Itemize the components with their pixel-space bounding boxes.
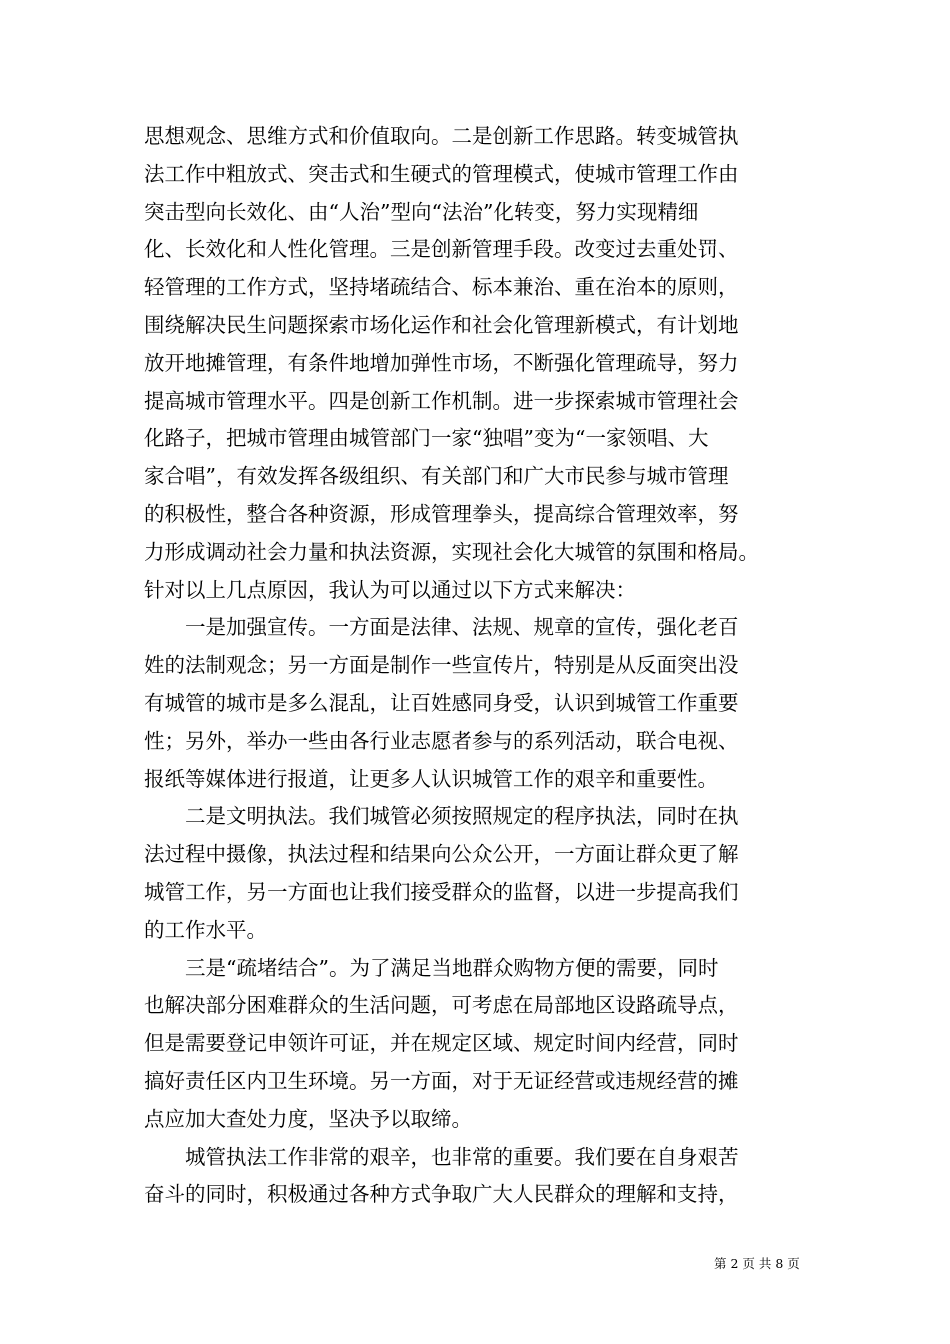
text-line: 化路子，把城市管理由城管部门一家“独唱”变为“一家领唱、大: [144, 426, 709, 451]
text-line: 思想观念、思维方式和价值取向。二是创新工作思路。转变城管执: [144, 124, 739, 148]
text-line: 针对以上几点原因，我认为可以通过以下方式来解决：: [144, 577, 636, 602]
text-line: 但是需要登记申领许可证，并在规定区域、规定时间内经营，同时: [144, 1031, 739, 1056]
text-line: 围绕解决民生问题探索市场化运作和社会化管理新模式，有计划地: [144, 312, 739, 337]
page-number-footer: 第 2 页 共 8 页: [714, 1256, 800, 1271]
text-line: 法过程中摄像，执法过程和结果向公众公开，一方面让群众更了解: [144, 842, 739, 867]
text-line: 奋斗的同时，积极通过各种方式争取广大人民群众的理解和支持，: [144, 1182, 739, 1207]
text-line: 的工作水平。: [144, 917, 267, 942]
text-line: 突击型向长效化、由“人治”型向“法治”化转变，努力实现精细: [144, 199, 699, 224]
paragraph-first-line: 一是加强宣传。一方面是法律、法规、规章的宣传，强化老百: [185, 615, 739, 640]
text-line: 姓的法制观念；另一方面是制作一些宣传片，特别是从反面突出没: [144, 653, 739, 678]
text-line: 搞好责任区内卫生环境。另一方面，对于无证经营或违规经营的摊: [144, 1068, 739, 1093]
text-line: 有城管的城市是多么混乱，让百姓感同身受，认识到城管工作重要: [144, 690, 739, 715]
text-line: 力形成调动社会力量和执法资源，实现社会化大城管的氛围和格局。: [144, 539, 759, 564]
paragraph-first-line: 二是文明执法。我们城管必须按照规定的程序执法，同时在执: [185, 804, 739, 829]
text-line: 性；另外，举办一些由各行业志愿者参与的系列活动，联合电视、: [144, 728, 739, 753]
paragraph-first-line: 城管执法工作非常的艰辛，也非常的重要。我们要在自身艰苦: [185, 1144, 739, 1169]
text-line: 点应加大查处力度，坚决予以取缔。: [144, 1106, 472, 1131]
text-line: 放开地摊管理，有条件地增加弹性市场，不断强化管理疏导，努力: [144, 350, 739, 375]
text-line: 的积极性，整合各种资源，形成管理拳头，提高综合管理效率，努: [144, 501, 739, 526]
text-line: 法工作中粗放式、突击式和生硬式的管理模式，使城市管理工作由: [144, 161, 739, 186]
text-line: 提高城市管理水平。四是创新工作机制。进一步探索城市管理社会: [144, 388, 739, 413]
text-line: 也解决部分困难群众的生活问题，可考虑在局部地区设路疏导点，: [144, 993, 739, 1018]
document-body: [144, 118, 806, 1214]
text-line: 化、长效化和人性化管理。三是创新管理手段。改变过去重处罚、: [144, 237, 739, 262]
text-line: 报纸等媒体进行报道，让更多人认识城管工作的艰辛和重要性。: [144, 766, 718, 791]
text-line: 家合唱”，有效发挥各级组织、有关部门和广大市民参与城市管理: [144, 464, 729, 489]
text-line: 城管工作，另一方面也让我们接受群众的监督，以进一步提高我们: [144, 879, 739, 904]
paragraph-first-line: 三是“疏堵结合”。为了满足当地群众购物方便的需要，同时: [185, 955, 719, 980]
text-line: 轻管理的工作方式，坚持堵疏结合、标本兼治、重在治本的原则，: [144, 275, 739, 300]
